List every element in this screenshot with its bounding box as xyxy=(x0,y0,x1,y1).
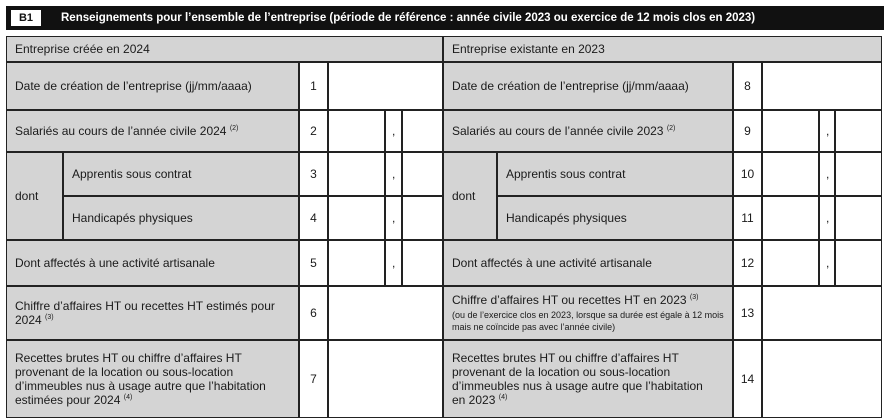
left-turnover-input[interactable] xyxy=(328,286,443,340)
right-field-number: 10 xyxy=(733,152,762,196)
decimal-separator: , xyxy=(385,152,402,196)
section-title: Renseignements pour l’ensemble de l’entreprise (période de référence : année civile 2023 ou exercice de 12 mois clos en 2023) xyxy=(61,12,756,24)
right-creation-date-label: Date de création de l’entreprise (jj/mm/aaaa) xyxy=(443,62,733,110)
left-apprentis-integer-input[interactable] xyxy=(328,152,385,196)
left-column-header: Entreprise créée en 2024 xyxy=(6,36,443,62)
decimal-separator: , xyxy=(819,196,835,240)
left-creation-date-label: Date de création de l’entreprise (jj/mm/aaaa) xyxy=(6,62,299,110)
right-handicapes-integer-input[interactable] xyxy=(762,196,819,240)
right-artisanal-integer-input[interactable] xyxy=(762,240,819,286)
left-field-number: 3 xyxy=(299,152,328,196)
left-apprentis-label: Apprentis sous contrat xyxy=(63,152,299,196)
right-field-number: 13 xyxy=(733,286,762,340)
left-creation-date-input[interactable] xyxy=(328,62,443,110)
left-field-number: 2 xyxy=(299,110,328,152)
left-artisanal-label: Dont affectés à une activité artisanale xyxy=(6,240,299,286)
section-code-badge: B1 xyxy=(11,10,41,26)
left-field-number: 4 xyxy=(299,196,328,240)
left-turnover-label: Chiffre d’affaires HT ou recettes HT estimés pour 2024 $^{(3)}$ xyxy=(6,286,299,340)
left-field-number: 1 xyxy=(299,62,328,110)
right-field-number: 14 xyxy=(733,340,762,418)
right-field-number: 12 xyxy=(733,240,762,286)
left-artisanal-integer-input[interactable] xyxy=(328,240,385,286)
right-artisanal-label: Dont affectés à une activité artisanale xyxy=(443,240,733,286)
decimal-separator: , xyxy=(819,240,835,286)
left-apprentis-decimal-input[interactable] xyxy=(402,152,443,196)
right-handicapes-decimal-input[interactable] xyxy=(835,196,882,240)
right-apprentis-decimal-input[interactable] xyxy=(835,152,882,196)
right-artisanal-decimal-input[interactable] xyxy=(835,240,882,286)
right-turnover-input[interactable] xyxy=(762,286,882,340)
left-rental-input[interactable] xyxy=(328,340,443,418)
right-rental-input[interactable] xyxy=(762,340,882,418)
right-field-number: 11 xyxy=(733,196,762,240)
left-employees-decimal-input[interactable] xyxy=(402,110,443,152)
left-employees-integer-input[interactable] xyxy=(328,110,385,152)
right-apprentis-integer-input[interactable] xyxy=(762,152,819,196)
left-field-number: 7 xyxy=(299,340,328,418)
decimal-separator: , xyxy=(385,240,402,286)
left-artisanal-decimal-input[interactable] xyxy=(402,240,443,286)
left-employees-label: Salariés au cours de l’année civile 2024 $^{(2)}$ xyxy=(6,110,299,152)
decimal-separator: , xyxy=(819,110,835,152)
right-turnover-label: Chiffre d’affaires HT ou recettes HT en 2023 $^{(3)}$ (ou de l’exercice clos en 2023, lorsque sa durée est égale à 12 mois mais ne coïncide pas avec l’année civile) xyxy=(443,286,733,340)
right-rental-label: Recettes brutes HT ou chiffre d’affaires HT provenant de la location ou sous-location d’immeubles nus à usage autre que l’habitation en 2023 $^{(4)}$ xyxy=(443,340,733,418)
section-title-bar xyxy=(6,6,884,30)
right-field-number: 9 xyxy=(733,110,762,152)
right-creation-date-input[interactable] xyxy=(762,62,882,110)
left-handicapes-label: Handicapés physiques xyxy=(63,196,299,240)
decimal-separator: , xyxy=(385,196,402,240)
left-rental-label: Recettes brutes HT ou chiffre d’affaires HT provenant de la location ou sous-location d’immeubles nus à usage autre que l’habitation estimées pour 2024 $^{(4)}$ xyxy=(6,340,299,418)
right-apprentis-label: Apprentis sous contrat xyxy=(497,152,733,196)
right-dont-label: dont xyxy=(443,152,497,240)
right-field-number: 8 xyxy=(733,62,762,110)
right-employees-decimal-input[interactable] xyxy=(835,110,882,152)
left-field-number: 5 xyxy=(299,240,328,286)
left-handicapes-integer-input[interactable] xyxy=(328,196,385,240)
decimal-separator: , xyxy=(819,152,835,196)
turnover-note: (ou de l’exercice clos en 2023, lorsque sa durée est égale à 12 mois mais ne coïncide pas avec l’année civile) xyxy=(452,310,724,332)
right-employees-integer-input[interactable] xyxy=(762,110,819,152)
left-dont-label: dont xyxy=(6,152,63,240)
right-handicapes-label: Handicapés physiques xyxy=(497,196,733,240)
decimal-separator: , xyxy=(385,110,402,152)
left-handicapes-decimal-input[interactable] xyxy=(402,196,443,240)
right-employees-label: Salariés au cours de l’année civile 2023 $^{(2)}$ xyxy=(443,110,733,152)
left-field-number: 6 xyxy=(299,286,328,340)
right-column-header: Entreprise existante en 2023 xyxy=(443,36,882,62)
